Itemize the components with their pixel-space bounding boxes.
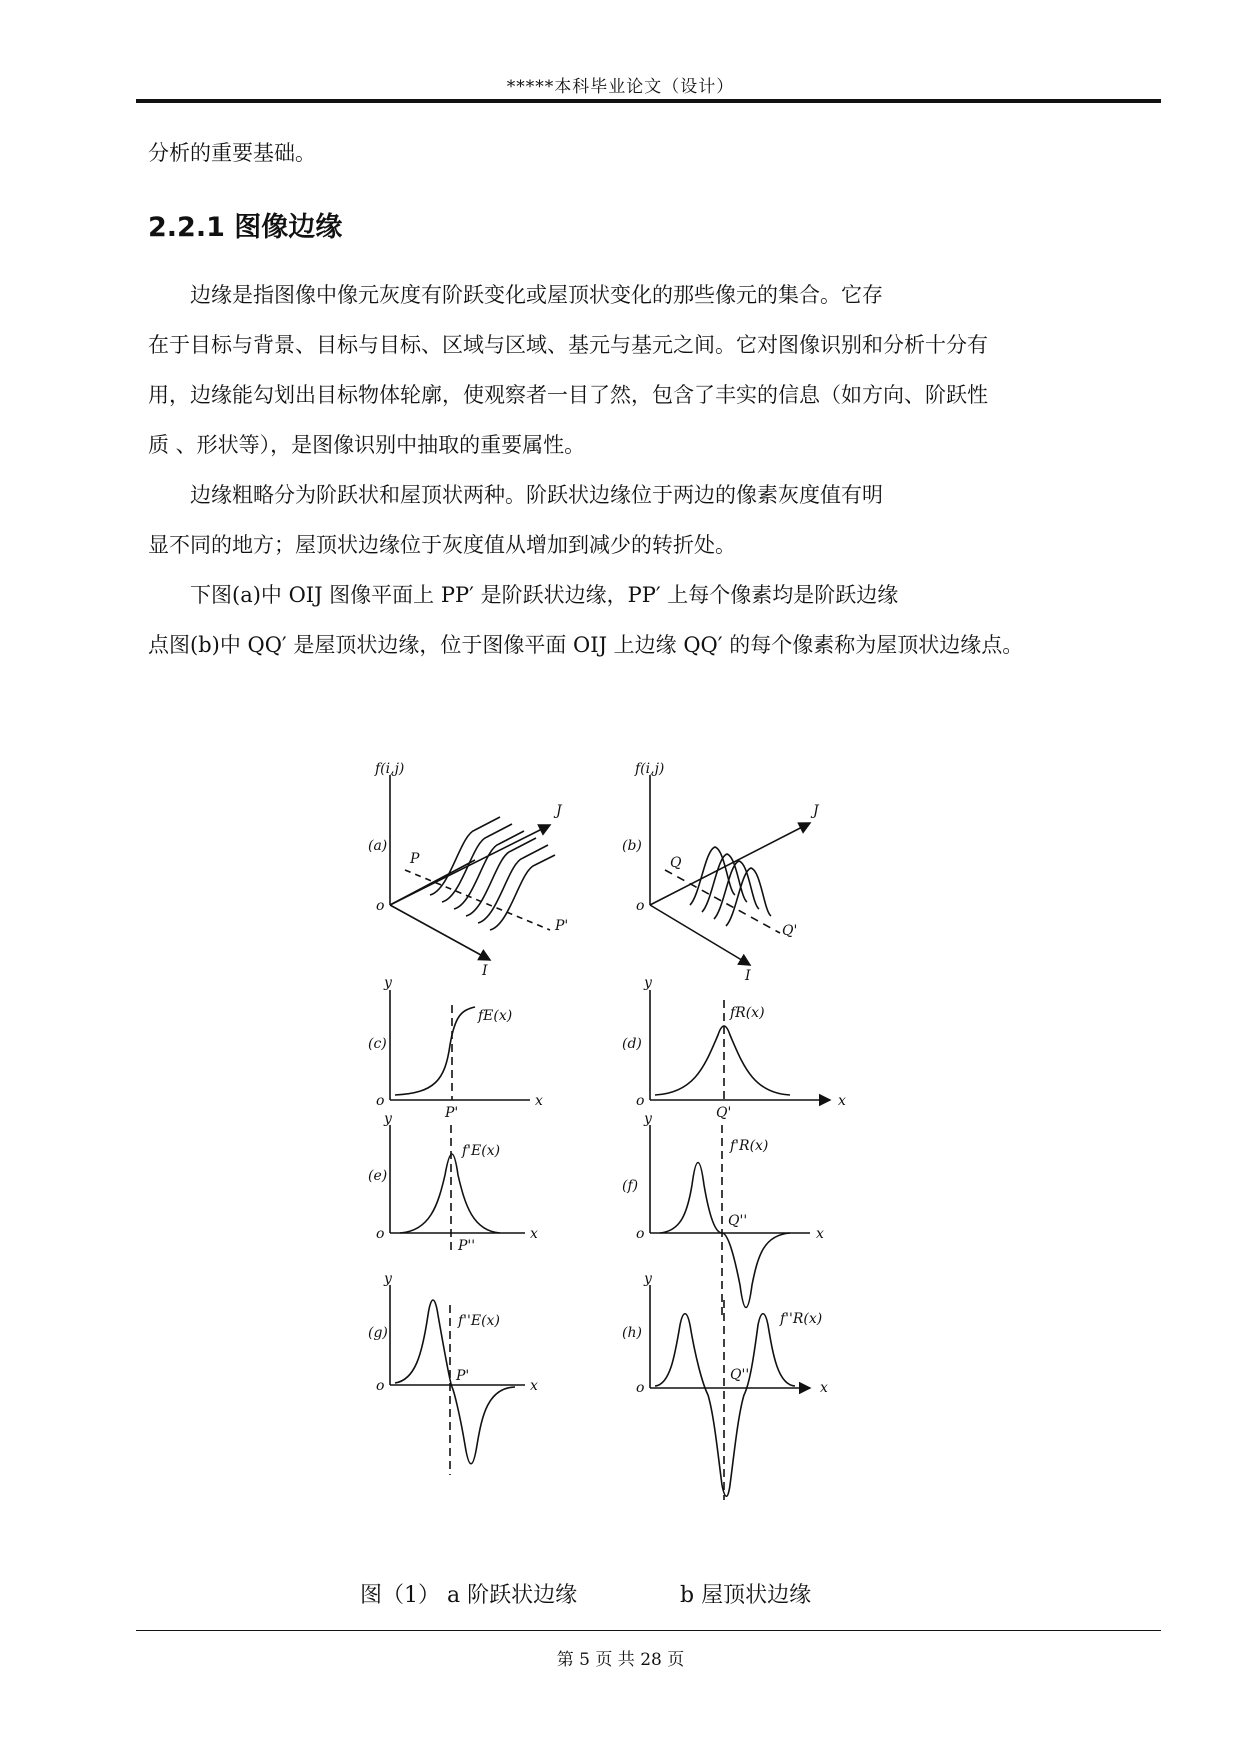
panel-a-axis-i: I [482, 963, 488, 979]
panel-c-point: P' [445, 1105, 459, 1121]
paragraph-line: 边缘粗略分为阶跃状和屋顶状两种。阶跃状边缘位于两边的像素灰度值有明 [190, 483, 883, 507]
section-heading: 2.2.1 图像边缘 [148, 212, 343, 243]
panel-c-y-label: y [384, 975, 392, 991]
panel-b-axis-j: J [813, 803, 819, 819]
intro-paragraph [148, 128, 1148, 178]
panel-g-tag: (g) [368, 1325, 388, 1341]
panel-a-axis-j: J [556, 803, 562, 819]
panel-b-origin: o [636, 898, 645, 914]
header-rule [136, 99, 1161, 103]
panel-g-y-label: y [384, 1271, 392, 1287]
panel-c-x-label: x [535, 1093, 543, 1109]
panel-b-edge-end: Q' [782, 923, 798, 939]
panel-h-y-label: y [644, 1271, 652, 1287]
paragraph-line: 点图(b)中 QQ′ 是屋顶状边缘，位于图像平面 OIJ 上边缘 QQ′ 的每个像素称为屋顶状边缘点。 [148, 633, 1024, 657]
panel-g-x-label: x [530, 1378, 538, 1394]
panel-d-origin: o [636, 1093, 645, 1109]
paragraph-line: 用，边缘能勾划出目标物体轮廓，使观察者一目了然，包含了丰实的信息（如方向、阶跃性 [148, 383, 988, 407]
panel-d-tag: (d) [622, 1036, 642, 1052]
panel-a-tag: (a) [368, 838, 388, 854]
paragraph-line: 显不同的地方；屋顶状边缘位于灰度值从增加到减少的转折处。 [148, 533, 736, 557]
paragraph-line: 下图(a)中 OIJ 图像平面上 PP′ 是阶跃状边缘，PP′ 上每个像素均是阶跃边缘 [190, 583, 899, 607]
panel-e-step-derivative [390, 1125, 525, 1255]
panel-f-origin: o [636, 1226, 645, 1242]
panel-a-edge-end: P' [555, 918, 569, 934]
panel-e-point: P'' [458, 1238, 476, 1254]
panel-a-origin: o [376, 898, 385, 914]
intro-line: 分析的重要基础。 [148, 141, 316, 165]
panel-c-tag: (c) [368, 1036, 387, 1052]
paragraph-edge-definition [148, 270, 1148, 470]
panel-f-tag: (f) [622, 1178, 639, 1194]
panel-a-fn-label: f(i,j) [375, 761, 405, 777]
panel-h-point: Q'' [730, 1367, 750, 1383]
panel-e-x-label: x [530, 1226, 538, 1242]
panel-g-fn-label: f''E(x) [458, 1313, 500, 1329]
paragraph-figure-description [148, 570, 1148, 670]
panel-b-fn-label: f(i,j) [635, 761, 665, 777]
footer-rule [136, 1630, 1161, 1631]
panel-f-fn-label: f'R(x) [730, 1138, 769, 1154]
panel-f-y-label: y [644, 1111, 652, 1127]
panel-d-fn-label: fR(x) [730, 1005, 765, 1021]
running-header: *****本科毕业论文（设计） [506, 77, 735, 97]
figure-caption-right: b 屋顶状边缘 [680, 1583, 812, 1608]
panel-c-fn-label: fE(x) [478, 1008, 513, 1024]
paragraph-line: 质 、形状等），是图像识别中抽取的重要属性。 [148, 433, 586, 457]
panel-h-fn-label: f''R(x) [780, 1311, 823, 1327]
panel-e-tag: (e) [368, 1168, 388, 1184]
panel-f-point: Q'' [728, 1213, 748, 1229]
panel-a-edge-start: P [410, 851, 420, 867]
page-number: 第 5 页 共 28 页 [556, 1650, 685, 1670]
panel-f-x-label: x [816, 1226, 824, 1242]
panel-e-origin: o [376, 1226, 385, 1242]
paragraph-line: 边缘是指图像中像元灰度有阶跃变化或屋顶状变化的那些像元的集合。它存 [190, 283, 883, 307]
panel-e-y-label: y [384, 1111, 392, 1127]
panel-h-x-label: x [820, 1380, 828, 1396]
panel-h-tag: (h) [622, 1325, 642, 1341]
panel-b-axis-i: I [745, 968, 751, 984]
panel-b-edge-start: Q [670, 855, 682, 871]
panel-c-step-profile [390, 990, 530, 1100]
panel-d-x-label: x [838, 1093, 846, 1109]
panel-d-y-label: y [644, 975, 652, 991]
paragraph-edge-types [148, 470, 1148, 570]
panel-g-point: P' [456, 1368, 470, 1384]
panel-d-point: Q' [716, 1105, 732, 1121]
panel-g-origin: o [376, 1378, 385, 1394]
panel-a-step-edge [390, 775, 555, 960]
panel-e-fn-label: f'E(x) [462, 1143, 501, 1159]
edge-profile-figure [350, 755, 890, 1570]
paragraph-line: 在于目标与背景、目标与目标、区域与区域、基元与基元之间。它对图像识别和分析十分有 [148, 333, 988, 357]
panel-h-origin: o [636, 1380, 645, 1396]
panel-b-tag: (b) [622, 838, 642, 854]
edge-profile-diagram [350, 755, 890, 1570]
panel-c-origin: o [376, 1093, 385, 1109]
figure-caption-left: 图（1） a 阶跃状边缘 [360, 1583, 578, 1608]
